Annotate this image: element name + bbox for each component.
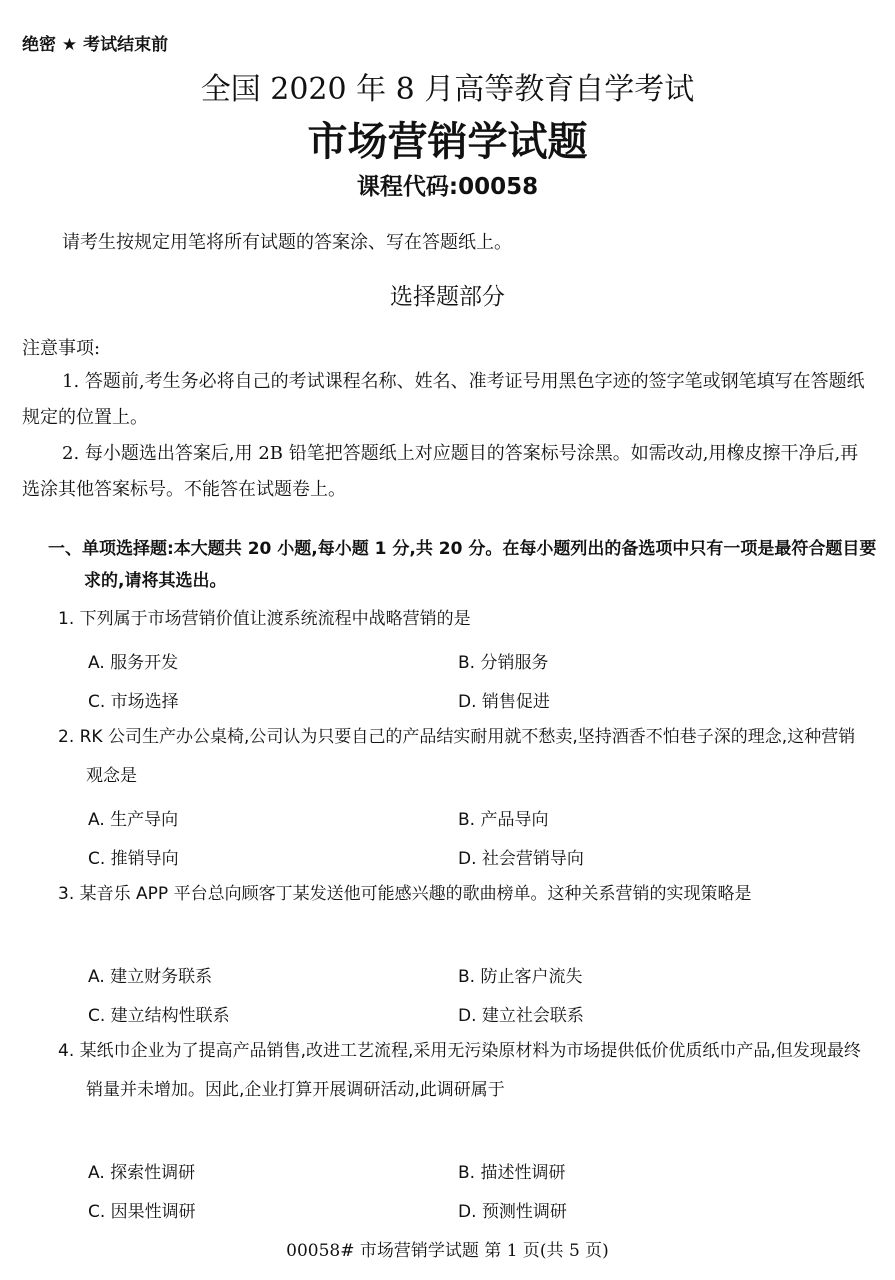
option: B. 描述性调研 <box>458 1163 566 1183</box>
part-heading: 一、单项选择题:本大题共 20 小题,每小题 1 分,共 20 分。在每小题列出的备选项中只有一项是最符合题目要求的,请将其选出。 <box>48 539 877 591</box>
confidential-mark: 绝密 ★ 考试结束前 <box>22 35 169 55</box>
question-stem: 3. 某音乐 APP 平台总向顾客丁某发送他可能感兴趣的歌曲榜单。这种关系营销的实现策略是 <box>58 884 752 904</box>
question-stem: 4. 某纸巾企业为了提高产品销售,改进工艺流程,采用无污染原材料为市场提供低价优质纸巾产品,但发现最终销量并未增加。因此,企业打算开展调研活动,此调研属于 <box>58 1041 861 1100</box>
option: A. 探索性调研 <box>88 1163 196 1183</box>
course-code: 课程代码:00058 <box>356 174 539 200</box>
section-title: 选择题部分 <box>390 284 505 310</box>
option: C. 市场选择 <box>88 692 179 712</box>
option: A. 服务开发 <box>88 653 179 673</box>
option: C. 推销导向 <box>88 849 179 869</box>
subject-title: 市场营销学试题 <box>307 119 588 165</box>
option: A. 建立财务联系 <box>88 967 213 987</box>
question-stem: 1. 下列属于市场营销价值让渡系统流程中战略营销的是 <box>58 609 471 629</box>
option: A. 生产导向 <box>88 810 179 830</box>
note-item: 1. 答题前,考生务必将自己的考试课程名称、姓名、准考证号用黑色字迹的签字笔或钢笔填写在答题纸规定的位置上。 <box>22 371 865 428</box>
option: D. 社会营销导向 <box>458 849 584 869</box>
option: B. 防止客户流失 <box>458 967 583 987</box>
option: B. 产品导向 <box>458 810 549 830</box>
option: D. 销售促进 <box>458 692 550 712</box>
question-stem: 2. RK 公司生产办公桌椅,公司认为只要自己的产品结实耐用就不愁卖,坚持酒香不怕巷子深的理念,这种营销观念是 <box>58 727 856 786</box>
option: D. 预测性调研 <box>458 1202 567 1222</box>
notes-title: 注意事项: <box>22 338 101 359</box>
page-footer: 00058# 市场营销学试题 第 1 页(共 5 页) <box>286 1241 609 1261</box>
option: D. 建立社会联系 <box>458 1006 584 1026</box>
note-item: 2. 每小题选出答案后,用 2B 铅笔把答题纸上对应题目的答案标号涂黑。如需改动,用橡皮擦干净后,再选涂其他答案标号。不能答在试题卷上。 <box>22 443 859 500</box>
exam-title: 全国 2020 年 8 月高等教育自学考试 <box>200 72 695 107</box>
option: C. 因果性调研 <box>88 1202 196 1222</box>
option: C. 建立结构性联系 <box>88 1006 230 1026</box>
general-instruction: 请考生按规定用笔将所有试题的答案涂、写在答题纸上。 <box>62 232 512 253</box>
option: B. 分销服务 <box>458 653 549 673</box>
